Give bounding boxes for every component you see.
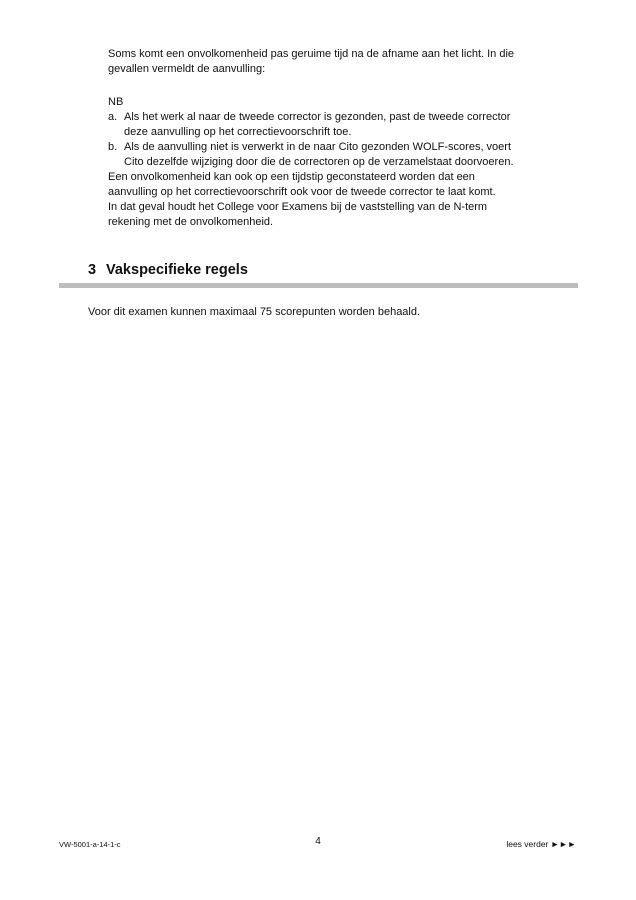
nb-text-line: aanvulling op het correctievoorschrift ook voor de tweede corrector te laat komt. — [108, 186, 496, 198]
list-marker: a. — [108, 111, 118, 123]
list-item-line: Als het werk al naar de tweede corrector is gezonden, past de tweede corrector — [124, 111, 511, 123]
nb-label: NB — [108, 96, 124, 108]
list-item-line: Als de aanvulling niet is verwerkt in de naar Cito gezonden WOLF-scores, voert — [124, 141, 512, 153]
section-body: Voor dit examen kunnen maximaal 75 scorepunten worden behaald. — [88, 306, 421, 318]
list-marker: b. — [108, 141, 118, 153]
nb-text-line: rekening met de onvolkomenheid. — [108, 216, 274, 228]
section-title: Vakspecifieke regels — [106, 262, 248, 278]
intro-line: Soms komt een onvolkomenheid pas geruime tijd na de afname aan het licht. In die — [108, 48, 515, 60]
nb-item-a — [108, 110, 578, 140]
intro-line: gevallen vermeldt de aanvulling: — [108, 63, 266, 75]
nb-item-b — [108, 140, 578, 170]
footer-page-number: 4 — [315, 836, 321, 847]
list-item-line: deze aanvulling op het correctievoorschrift toe. — [124, 126, 352, 138]
intro-paragraph — [108, 47, 578, 77]
section-divider — [59, 283, 578, 288]
nb-text-line: In dat geval houdt het College voor Examens bij de vaststelling van de N-term — [108, 201, 488, 213]
footer-continue-link: lees verder ►►► — [506, 839, 576, 849]
footer-exam-code: VW-5001-a-14-1-c — [59, 840, 121, 849]
nb-text-line: Een onvolkomenheid kan ook op een tijdstip geconstateerd worden dat een — [108, 171, 475, 183]
list-item-line: Cito dezelfde wijziging door die de correctoren op de verzamelstaat doorvoeren. — [124, 156, 514, 168]
section-number: 3 — [88, 262, 97, 278]
nb-section — [108, 95, 578, 230]
section-heading — [88, 262, 248, 278]
